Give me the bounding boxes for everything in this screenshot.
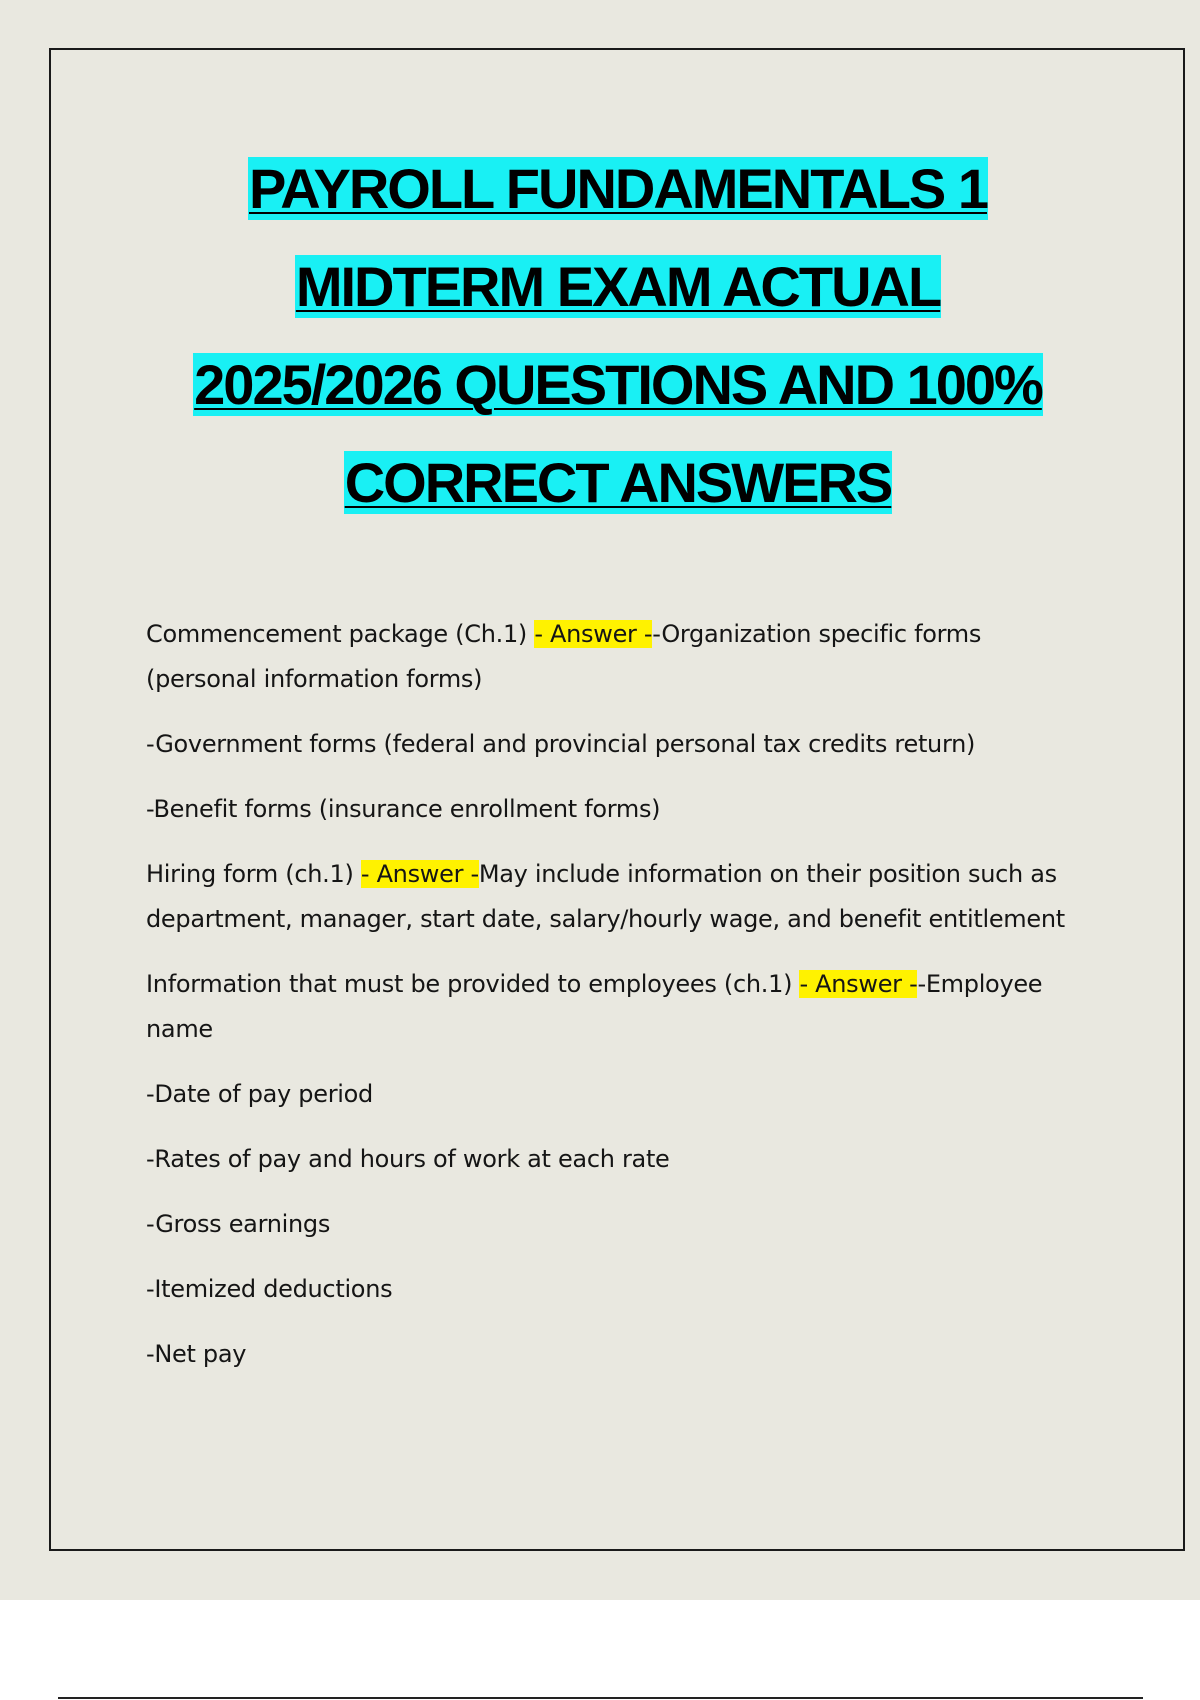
bottom-rule [58,1697,1143,1699]
qa-content [146,612,1086,1397]
title-line: CORRECT ANSWERS [344,451,892,514]
question-text: Commencement package (Ch.1) [146,620,535,648]
answer-line: -Date of pay period [146,1080,373,1108]
qa-item [146,852,1086,942]
qa-item [146,612,1086,702]
answer-line: -Net pay [146,1340,247,1368]
document-title [0,140,1200,532]
answer-line: -Rates of pay and hours of work at each rate [146,1145,670,1173]
qa-item [146,962,1086,1052]
answer-text: -Organization specific forms (personal information forms) [146,620,982,693]
answer-line: -Gross earnings [146,1210,331,1238]
answer-marker: - Answer - [799,970,918,998]
answer-marker: - Answer - [534,620,653,648]
title-line: MIDTERM EXAM ACTUAL [295,255,941,318]
title-line: 2025/2026 QUESTIONS AND 100% [194,353,1042,416]
question-text: Information that must be provided to employees (ch.1) [146,970,800,998]
answer-line: -Itemized deductions [146,1275,393,1303]
answer-marker: - Answer - [360,860,479,888]
answer-text: -Employee name [146,970,1043,1043]
answer-line: -Benefit forms (insurance enrollment forms) [146,795,661,823]
title-line: PAYROLL FUNDAMENTALS 1 [249,157,987,220]
answer-line: -Government forms (federal and provincial personal tax credits return) [146,730,976,758]
question-text: Hiring form (ch.1) [146,860,361,888]
answer-text: May include information on their position such as department, manager, start date, salary/hourly wage, and benefit entitlement [146,860,1065,933]
